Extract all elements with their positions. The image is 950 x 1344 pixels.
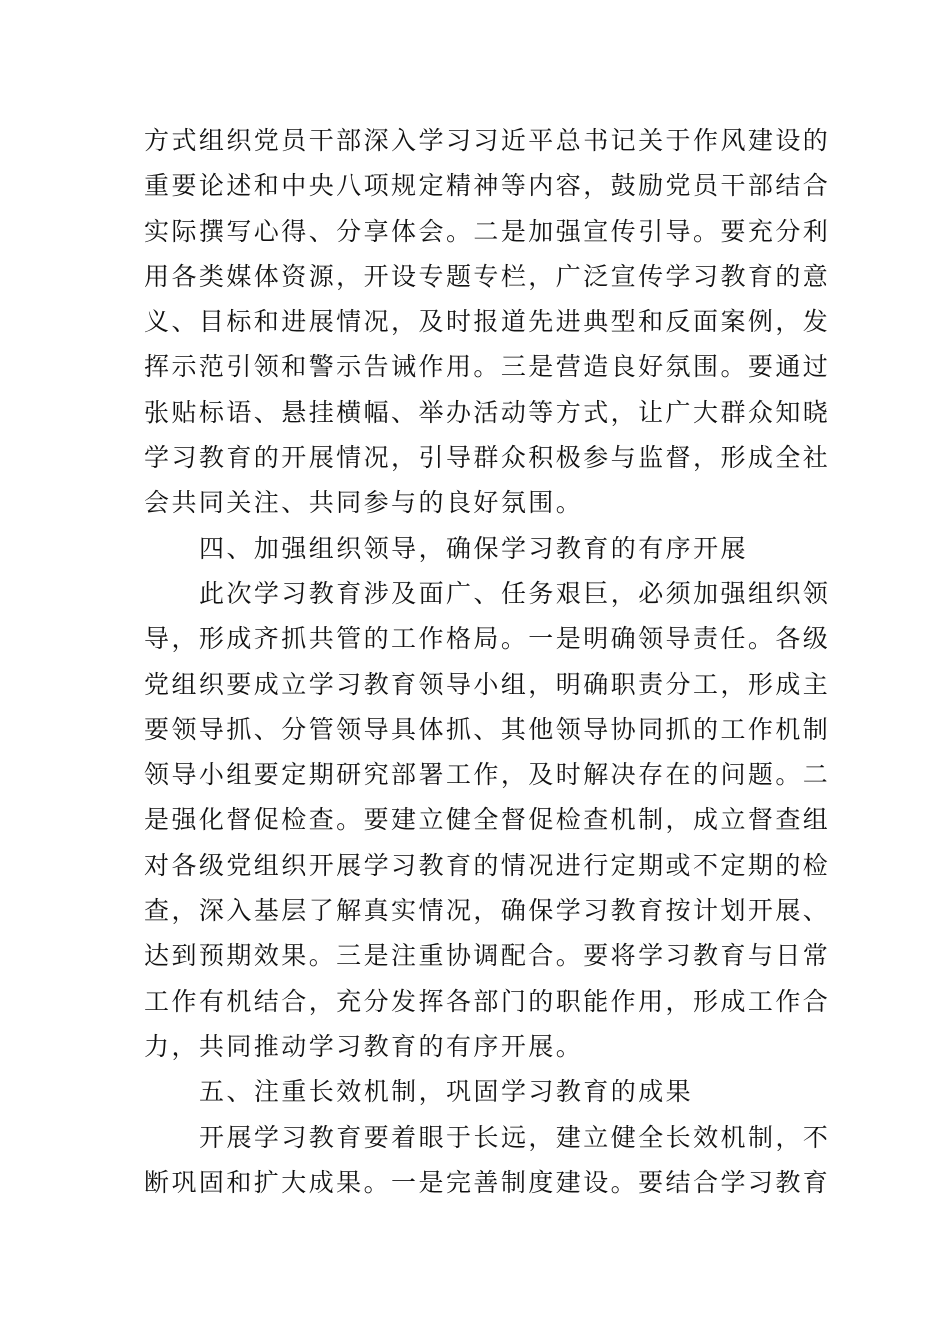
body-line: 断巩固和扩大成果。一是完善制度建设。要结合学习教育 — [144, 1167, 831, 1197]
body-line: 实际撰写心得、分享体会。二是加强宣传引导。要充分利 — [144, 216, 831, 246]
paragraph-start: 开展学习教育要着眼于长远，建立健全长效机制，不 — [199, 1122, 831, 1152]
paragraph-start: 此次学习教育涉及面广、任务艰巨，必须加强组织领 — [199, 578, 831, 608]
body-line: 重要论述和中央八项规定精神等内容，鼓励党员干部结合 — [144, 171, 831, 201]
body-line: 力，共同推动学习教育的有序开展。 — [144, 1031, 584, 1061]
document-body — [144, 118, 831, 1205]
body-line: 义、目标和进展情况，及时报道先进典型和反面案例，发 — [144, 307, 831, 337]
body-line: 对各级党组织开展学习教育的情况进行定期或不定期的检 — [144, 850, 831, 880]
body-line: 用各类媒体资源，开设专题专栏，广泛宣传学习教育的意 — [144, 261, 831, 291]
body-line: 是强化督促检查。要建立健全督促检查机制，成立督查组 — [144, 805, 831, 835]
body-line: 学习教育的开展情况，引导群众积极参与监督，形成全社 — [144, 443, 831, 473]
body-line: 导，形成齐抓共管的工作格局。一是明确领导责任。各级 — [144, 624, 831, 654]
body-line: 查，深入基层了解真实情况，确保学习教育按计划开展、 — [144, 896, 831, 926]
body-line: 达到预期效果。三是注重协调配合。要将学习教育与日常 — [144, 941, 831, 971]
section-heading-4: 四、加强组织领导，确保学习教育的有序开展 — [199, 533, 749, 563]
body-line: 领导小组要定期研究部署工作，及时解决存在的问题。二 — [144, 760, 831, 790]
body-line: 工作有机结合，充分发挥各部门的职能作用，形成工作合 — [144, 986, 831, 1016]
section-heading-5: 五、注重长效机制，巩固学习教育的成果 — [199, 1077, 694, 1107]
body-line: 要领导抓、分管领导具体抓、其他领导协同抓的工作机制 — [144, 714, 831, 744]
body-line: 方式组织党员干部深入学习习近平总书记关于作风建设的 — [144, 126, 831, 155]
body-line: 挥示范引领和警示告诫作用。三是营造良好氛围。要通过 — [144, 352, 831, 382]
body-line: 张贴标语、悬挂横幅、举办活动等方式，让广大群众知晓 — [144, 397, 831, 427]
body-line: 党组织要成立学习教育领导小组，明确职责分工，形成主 — [144, 669, 831, 699]
body-line: 会共同关注、共同参与的良好氛围。 — [144, 488, 584, 518]
